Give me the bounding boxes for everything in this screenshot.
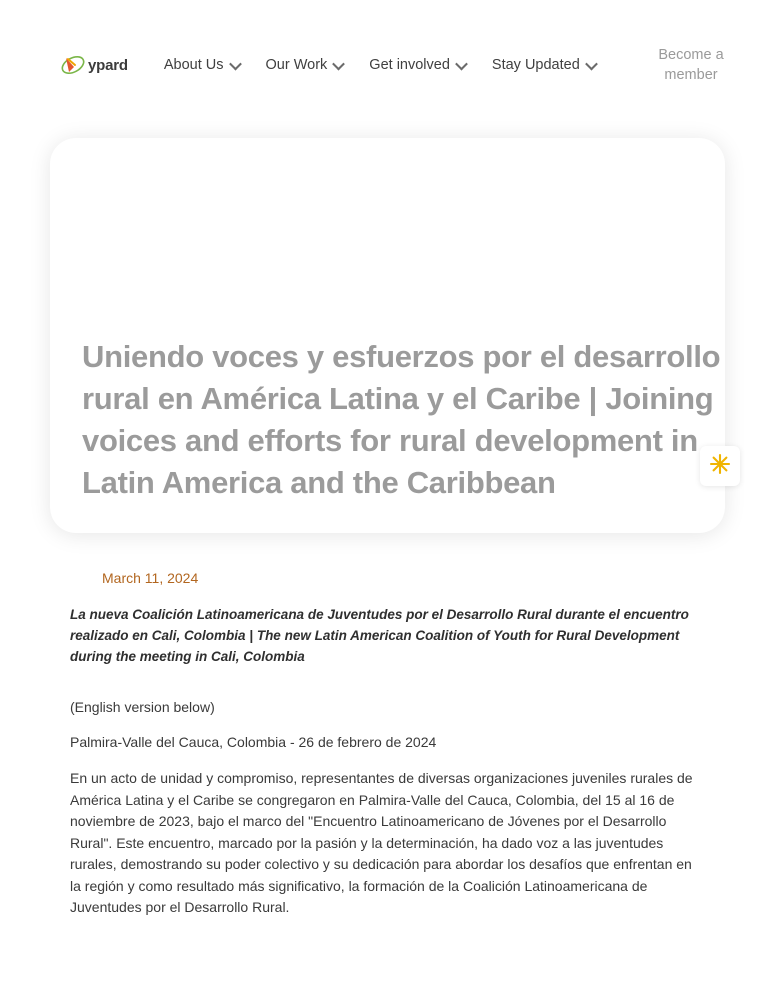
nav-item-label: Stay Updated xyxy=(491,57,580,73)
nav-item-label: Get involved xyxy=(369,57,450,73)
chevron-down-icon xyxy=(332,57,345,70)
ypard-swirl-logo-icon xyxy=(60,52,86,78)
article-dateline: Palmira-Valle del Cauca, Colombia - 26 de febrero de 2024 xyxy=(70,734,437,750)
hero-section xyxy=(0,130,773,586)
nav-item-our-work[interactable] xyxy=(266,57,344,73)
page-title: Uniendo voces y esfuerzos por el desarrollo rural en América Latina y el Caribe | Joining voices and efforts for rural development in Latin America and the Caribbean xyxy=(82,338,721,500)
asterisk-burst-icon xyxy=(709,453,731,480)
nav-item-about-us[interactable] xyxy=(164,57,240,73)
site-logo[interactable] xyxy=(60,52,128,78)
nav-item-stay-updated[interactable] xyxy=(492,57,596,73)
asterisk-burst-badge xyxy=(700,446,740,486)
site-header xyxy=(0,0,773,130)
site-logo-text: ypard xyxy=(88,56,128,74)
article-note: (English version below) xyxy=(70,699,215,715)
publish-date: March 11, 2024 xyxy=(102,570,199,586)
article-paragraph: En un acto de unidad y compromiso, representantes de diversas organizaciones juveniles rurales de América Latina y el Caribe se congregaron en Palmira-Valle del Cauca, Colombia, del 15 al 16 de noviembre de 2023, bajo el marco del "Encuentro Latinoamericano de Jóvenes por el Desarrollo Rural". Este encuentro, marcado por la pasión y la determinación, ha dado voz a las juventudes rurales, demostrando su poder colectivo y su dedicación para abordar los desafíos que enfrentan en la región y como resultado más significativo, la formación de la Coalición Latinoamericana de Juventudes por el Desarrollo Rural. xyxy=(70,770,693,915)
nav-item-label: About Us xyxy=(163,57,224,73)
article-lede: La nueva Coalición Latinoamericana de Juventudes por el Desarrollo Rural durante el encuentro realizado en Cali, Colombia | The new Latin American Coalition of Youth for Rural Development during the meeting in Cali, Colombia xyxy=(70,607,689,664)
article-body xyxy=(0,530,773,919)
chevron-down-icon xyxy=(455,57,468,70)
chevron-down-icon xyxy=(585,57,598,70)
chevron-down-icon xyxy=(229,57,242,70)
become-a-member-button[interactable]: Become a member xyxy=(658,47,724,83)
nav-item-label: Our Work xyxy=(265,57,328,73)
main-navigation xyxy=(164,57,639,73)
nav-item-get-involved[interactable] xyxy=(369,57,466,73)
